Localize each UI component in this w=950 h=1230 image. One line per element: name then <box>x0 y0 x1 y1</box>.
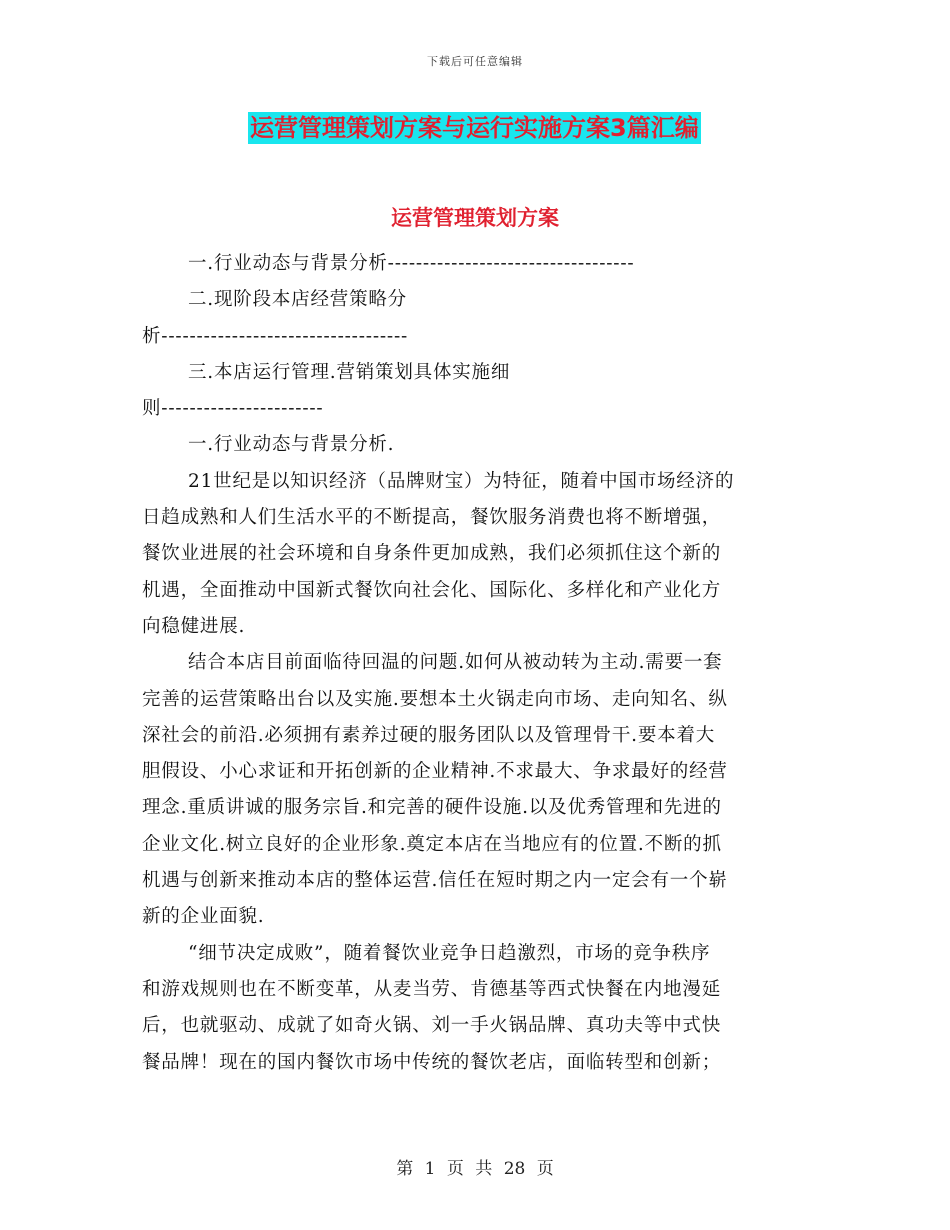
body-line: 胆假设、小心求证和开拓创新的企业精神.不求最大、争求最好的经营 <box>142 761 728 783</box>
body-line: 析----------------------------------- <box>142 325 409 347</box>
body-line: 三.本店运行管理.营销策划具体实施细 <box>188 361 511 383</box>
body-line: 机遇与创新来推动本店的整体运营.信任在短时期之内一定会有一个崭 <box>142 870 728 892</box>
body-line: 和游戏规则也在不断变革，从麦当劳、肯德基等西式快餐在内地漫延 <box>142 978 722 1000</box>
body-line: 机遇，全面推动中国新式餐饮向社会化、国际化、多样化和产业化方 <box>142 579 722 601</box>
body-line: 则----------------------- <box>142 398 324 420</box>
body-line: 理念.重质讲诚的服务宗旨.和完善的硬件设施.以及优秀管理和先进的 <box>142 797 722 819</box>
page-header-note: 下载后可任意编辑 <box>427 55 523 68</box>
body-line: 结合本店目前面临待回温的问题.如何从被动转为主动.需要一套 <box>188 652 723 674</box>
body-line: 二.现阶段本店经营策略分 <box>188 289 407 311</box>
body-line: 后，也就驱动、成就了如奇火锅、刘一手火锅品牌、真功夫等中式快 <box>142 1015 722 1037</box>
body-line: 企业文化.树立良好的企业形象.奠定本店在当地应有的位置.不断的抓 <box>142 833 722 855</box>
body-line: 餐饮业进展的社会环境和自身条件更加成熟，我们必须抓住这个新的 <box>142 543 722 565</box>
body-line: 完善的运营策略出台以及实施.要想本土火锅走向市场、走向知名、纵 <box>142 688 728 710</box>
body-line: 向稳健进展. <box>142 615 246 637</box>
body-line: 餐品牌！现在的国内餐饮市场中传统的餐饮老店，面临转型和创新； <box>142 1051 722 1073</box>
body-line: 21世纪是以知识经济（品牌财宝）为特征，随着中国市场经济的 <box>188 470 735 492</box>
body-line: 一.行业动态与背景分析----------------------------------- <box>188 253 635 274</box>
document-title: 运营管理策划方案与运行实施方案3篇汇编 <box>250 114 699 142</box>
section-title: 运营管理策划方案 <box>391 206 559 230</box>
body-line: 一.行业动态与背景分析. <box>188 434 395 456</box>
document-body <box>142 246 807 1081</box>
body-line: 日趋成熟和人们生活水平的不断提高，餐饮服务消费也将不断增强， <box>142 507 722 529</box>
body-line: “细节决定成败”，随着餐饮业竞争日趋激烈，市场的竞争秩序 <box>188 942 711 964</box>
body-line: 新的企业面貌. <box>142 906 265 928</box>
body-line: 深社会的前沿.必须拥有素养过硬的服务团队以及管理骨干.要本着大 <box>142 724 716 746</box>
page-footer-number: 第 1 页 共 28 页 <box>396 1159 554 1179</box>
